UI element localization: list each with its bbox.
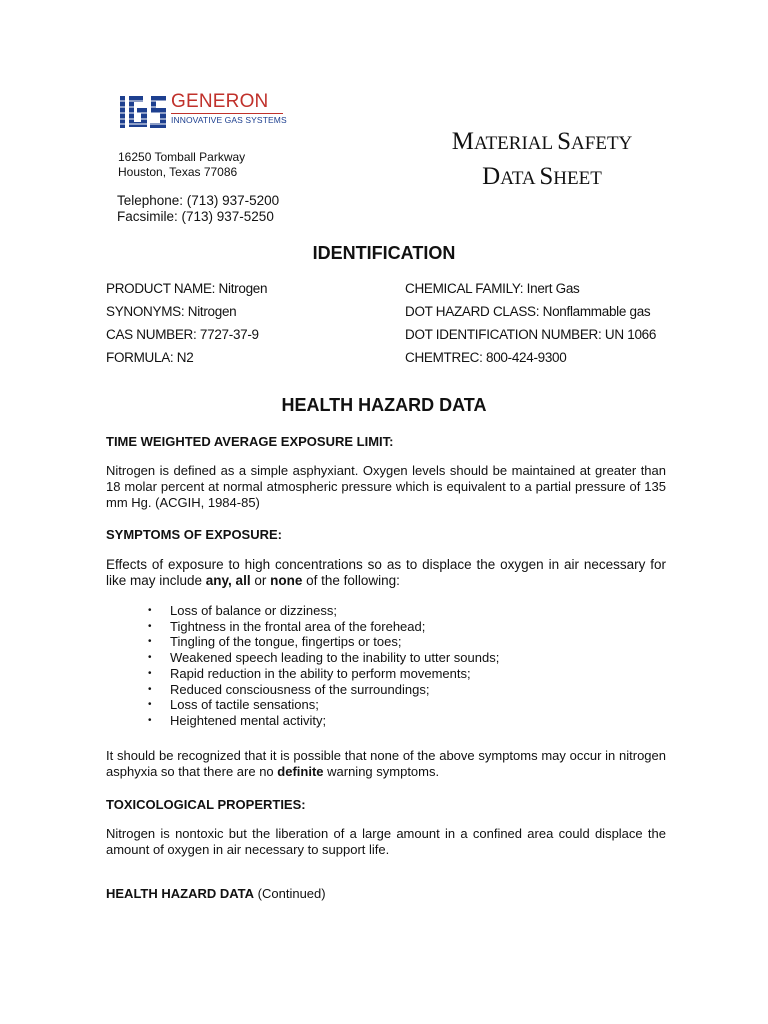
warning-note-text: It should be recognized that it is possible that none of the above symptoms may occur in nitrogen asphyxia so that there are no [106, 748, 666, 779]
list-item: • Loss of tactile sensations; [148, 697, 499, 713]
title-word-heet: HEET [553, 168, 602, 189]
igs-logo-mark [119, 91, 169, 133]
list-item: • Tightness in the frontal area of the forehead; [148, 619, 499, 635]
document-title [412, 127, 672, 195]
title-word-ata: ATA [500, 168, 540, 189]
dot-identification-number: DOT IDENTIFICATION NUMBER: UN 1066 [405, 327, 657, 342]
company-logo [119, 91, 289, 133]
warning-note-tail: warning symptoms. [323, 764, 440, 779]
warning-note-emphasis: definite [277, 764, 324, 779]
twa-heading: TIME WEIGHTED AVERAGE EXPOSURE LIMIT: [106, 434, 394, 449]
company-tagline: INNOVATIVE GAS SYSTEMS [171, 115, 287, 125]
title-initial-s: S [557, 128, 572, 155]
title-initial-d: D [482, 163, 501, 190]
logo-divider [171, 113, 283, 114]
title-initial-s2: S [539, 163, 554, 190]
telephone: Telephone: (713) 937-5200 [117, 193, 280, 208]
list-item: • Rapid reduction in the ability to perform movements; [148, 666, 499, 682]
health-hazard-heading: HEALTH HAZARD DATA [281, 395, 487, 415]
continued-heading-bold: HEALTH HAZARD DATA [106, 886, 255, 901]
list-item: • Tingling of the tongue, fingertips or toes; [148, 634, 499, 650]
title-word-afety: AFETY [571, 133, 633, 154]
title-word-aterial: ATERIAL [473, 133, 558, 154]
identification-heading: IDENTIFICATION [312, 243, 456, 263]
continued-heading [106, 886, 326, 901]
symptoms-intro-tail: of the following: [302, 573, 400, 588]
company-name: GENERON [171, 91, 269, 112]
list-item: • Heightened mental activity; [148, 713, 499, 729]
symptoms-intro [106, 557, 666, 589]
company-contact [117, 193, 279, 224]
symptoms-heading: SYMPTOMS OF EXPOSURE: [106, 527, 283, 542]
continued-label: (Continued) [254, 886, 326, 901]
list-item: • Loss of balance or dizziness; [148, 603, 499, 619]
symptoms-intro-emphasis-1: any, all [205, 573, 251, 588]
symptoms-intro-text: Effects of exposure to high concentrations so as to displace the oxygen in air necessary for like may include [106, 557, 666, 588]
cas-number: CAS NUMBER: 7727-37-9 [106, 327, 259, 342]
facsimile: Facsimile: (713) 937-5250 [117, 208, 274, 224]
synonyms: SYNONYMS: Nitrogen [106, 304, 237, 319]
list-item: • Weakened speech leading to the inability to utter sounds; [148, 650, 499, 666]
formula: FORMULA: N2 [106, 350, 194, 365]
twa-paragraph: Nitrogen is defined as a simple asphyxiant. Oxygen levels should be maintained at greater than 18 molar percent at normal atmospheric pressure which is equivalent to a partial pressure of 135 mm Hg. (ACGIH, 1984-85) [106, 463, 666, 510]
toxicological-heading: TOXICOLOGICAL PROPERTIES: [106, 797, 306, 812]
dot-hazard-class: DOT HAZARD CLASS: Nonflammable gas [405, 304, 651, 319]
toxicological-paragraph: Nitrogen is nontoxic but the liberation of a large amount in a confined area could displace the amount of oxygen in air necessary to support life. [106, 826, 666, 857]
list-item: • Reduced consciousness of the surroundings; [148, 682, 499, 698]
company-address [118, 150, 245, 180]
symptoms-list [148, 603, 499, 729]
address-line-1: 16250 Tomball Parkway [118, 150, 246, 164]
chemtrec: CHEMTREC: 800-424-9300 [405, 350, 567, 365]
chemical-family: CHEMICAL FAMILY: Inert Gas [405, 281, 580, 296]
symptoms-intro-emphasis-2: none [270, 573, 303, 588]
address-line-2: Houston, Texas 77086 [118, 165, 238, 179]
title-initial-m: M [451, 128, 474, 155]
warning-note [106, 748, 666, 780]
symptoms-intro-joiner: or [250, 573, 271, 588]
product-name: PRODUCT NAME: Nitrogen [106, 281, 268, 296]
